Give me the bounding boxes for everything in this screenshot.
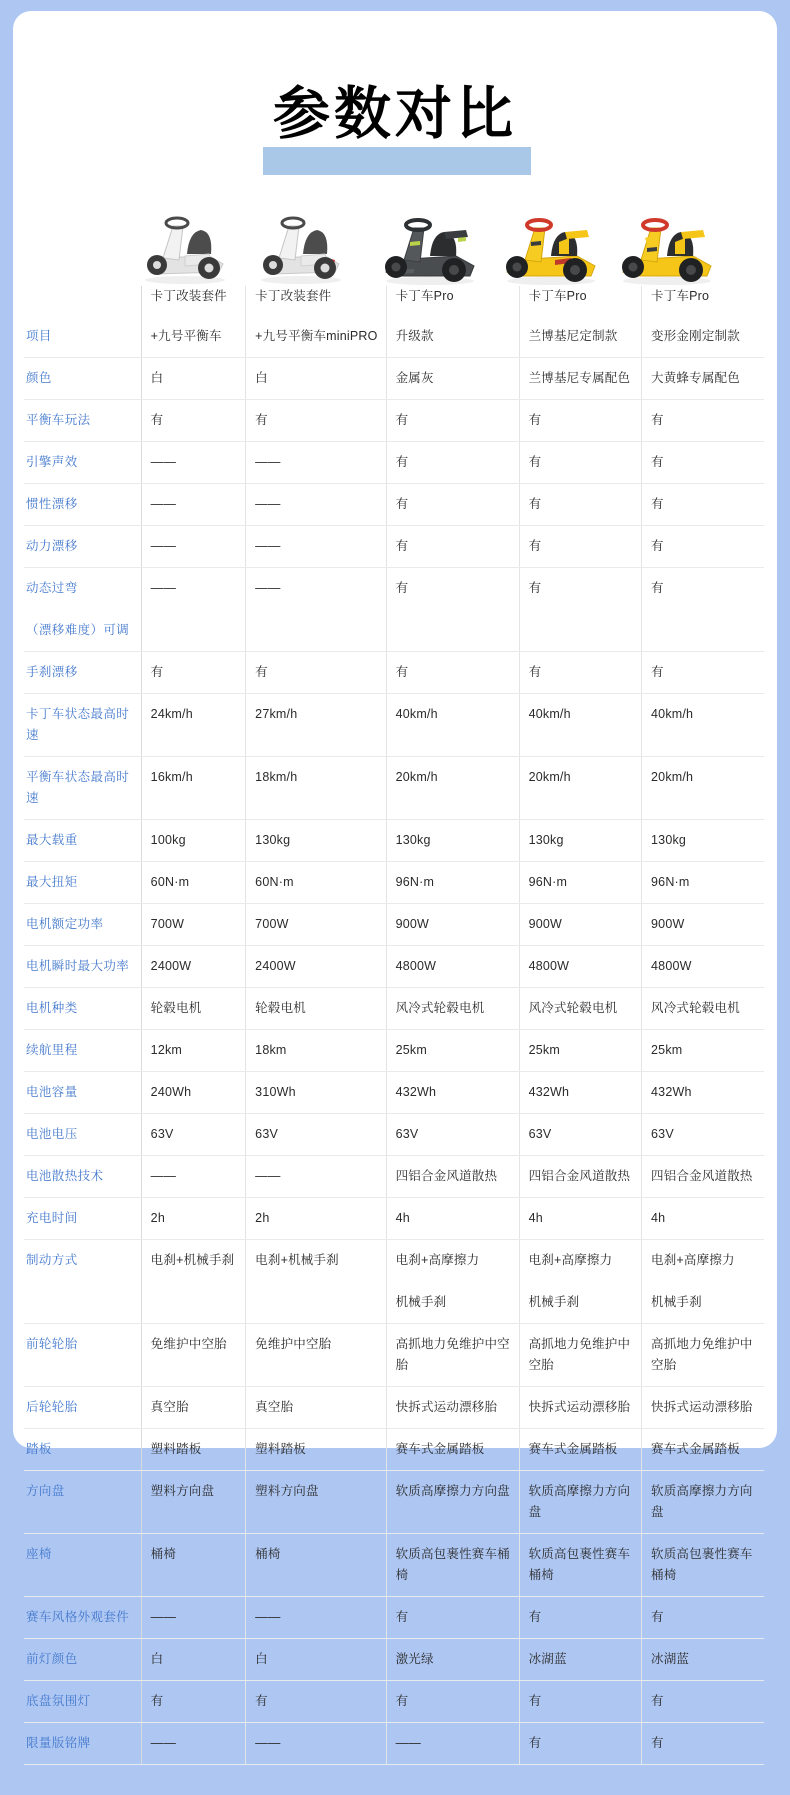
row-label: 平衡车玩法 bbox=[24, 400, 141, 442]
table-row bbox=[24, 1240, 764, 1324]
cell-pro_upgrade: 有 bbox=[386, 1597, 519, 1639]
cell-pro_transformers: 高抓地力免维护中空胎 bbox=[642, 1324, 764, 1387]
table-row bbox=[24, 1072, 764, 1114]
cell-pro_upgrade: 4h bbox=[386, 1198, 519, 1240]
cell-pro_upgrade: 96N·m bbox=[386, 862, 519, 904]
cell-kit_ninebot: 有 bbox=[141, 1681, 246, 1723]
cell-line: 电刹+机械手刹 bbox=[255, 1253, 339, 1267]
table-body bbox=[24, 358, 764, 1765]
header-line1: 卡丁车Pro bbox=[651, 289, 710, 303]
header-cell-pro-transformers bbox=[642, 286, 764, 358]
cell-kit_ninebot: 63V bbox=[141, 1114, 246, 1156]
row-label: 引擎声效 bbox=[24, 442, 141, 484]
table-row bbox=[24, 946, 764, 988]
cell-line: 电刹+机械手刹 bbox=[150, 1253, 235, 1267]
row-label: 手刹漂移 bbox=[24, 652, 141, 694]
cell-pro_transformers: 96N·m bbox=[642, 862, 764, 904]
row-label: 电池电压 bbox=[24, 1114, 141, 1156]
cell-pro_upgrade: 四铝合金风道散热 bbox=[386, 1156, 519, 1198]
header-line1: 卡丁改装套件 bbox=[255, 289, 332, 303]
cell-kit_ninebot: 2400W bbox=[141, 946, 246, 988]
cell-kit_minipro: 有 bbox=[246, 652, 386, 694]
row-label: 方向盘 bbox=[24, 1471, 141, 1534]
cell-pro_lamborghini: 有 bbox=[519, 652, 641, 694]
cell-pro_transformers: 20km/h bbox=[642, 757, 764, 820]
product-image-pro-transformers bbox=[609, 208, 725, 286]
cell-kit_minipro: 130kg bbox=[246, 820, 386, 862]
cell-pro_transformers: 有 bbox=[642, 400, 764, 442]
cell-pro_lamborghini: 63V bbox=[519, 1114, 641, 1156]
row-label: 前灯颜色 bbox=[24, 1639, 141, 1681]
cell-pro_lamborghini: 432Wh bbox=[519, 1072, 641, 1114]
table-header bbox=[24, 286, 764, 358]
cell-kit_minipro: 轮毂电机 bbox=[246, 988, 386, 1030]
cell-kit_minipro: —— bbox=[246, 1156, 386, 1198]
cell-pro_lamborghini: 4800W bbox=[519, 946, 641, 988]
product-image-pro-upgrade bbox=[367, 208, 493, 286]
cell-pro_lamborghini: 900W bbox=[519, 904, 641, 946]
cell-pro_lamborghini: 有 bbox=[519, 400, 641, 442]
cell-kit_ninebot: 12km bbox=[141, 1030, 246, 1072]
cell-line: 电刹+高摩擦力 bbox=[651, 1253, 735, 1267]
table-row bbox=[24, 1534, 764, 1597]
kart-yellow-icon bbox=[501, 208, 601, 286]
cell-kit_minipro: 310Wh bbox=[246, 1072, 386, 1114]
cell-pro_transformers: 有 bbox=[642, 1723, 764, 1765]
row-label: 最大载重 bbox=[24, 820, 141, 862]
product-image-pro-lamborghini bbox=[493, 208, 609, 286]
cell-kit_minipro: 白 bbox=[246, 1639, 386, 1681]
cell-pro_transformers: 有 bbox=[642, 442, 764, 484]
table-row bbox=[24, 442, 764, 484]
cell-pro_transformers: 有 bbox=[642, 568, 764, 652]
cell-pro_upgrade: 432Wh bbox=[386, 1072, 519, 1114]
cell-kit_ninebot: 免维护中空胎 bbox=[141, 1324, 246, 1387]
cell-pro_transformers: 有 bbox=[642, 1597, 764, 1639]
header-cell-pro-lamborghini bbox=[519, 286, 641, 358]
cell-pro_lamborghini: 风冷式轮毂电机 bbox=[519, 988, 641, 1030]
cell-pro_upgrade: 40km/h bbox=[386, 694, 519, 757]
table-row bbox=[24, 694, 764, 757]
row-label: 电池散热技术 bbox=[24, 1156, 141, 1198]
cell-pro_transformers: 风冷式轮毂电机 bbox=[642, 988, 764, 1030]
table-row bbox=[24, 568, 764, 652]
cell-kit_minipro: 18km bbox=[246, 1030, 386, 1072]
cell-pro_upgrade: 63V bbox=[386, 1114, 519, 1156]
cell-pro_upgrade: 25km bbox=[386, 1030, 519, 1072]
row-label-line2: （漂移难度）可调 bbox=[26, 623, 130, 637]
cell-pro_upgrade: 有 bbox=[386, 568, 519, 652]
row-label: 赛车风格外观套件 bbox=[24, 1597, 141, 1639]
cell-kit_minipro: 63V bbox=[246, 1114, 386, 1156]
cell-kit_minipro: 60N·m bbox=[246, 862, 386, 904]
cell-pro_lamborghini: 赛车式金属踏板 bbox=[519, 1429, 641, 1471]
cell-kit_minipro: —— bbox=[246, 484, 386, 526]
cell-pro_upgrade: 风冷式轮毂电机 bbox=[386, 988, 519, 1030]
cell-pro_upgrade: 20km/h bbox=[386, 757, 519, 820]
cell-kit_ninebot: —— bbox=[141, 1723, 246, 1765]
header-cell-kit-ninebot bbox=[141, 286, 246, 358]
kart-white-icon bbox=[255, 208, 347, 286]
cell-kit_minipro: 18km/h bbox=[246, 757, 386, 820]
cell-pro_upgrade: 软质高包裹性赛车桶椅 bbox=[386, 1534, 519, 1597]
cell-pro_transformers: 冰湖蓝 bbox=[642, 1639, 764, 1681]
cell-kit_ninebot: 白 bbox=[141, 358, 246, 400]
row-label: 充电时间 bbox=[24, 1198, 141, 1240]
header-cell-kit-minipro bbox=[246, 286, 386, 358]
cell-kit_ninebot: 240Wh bbox=[141, 1072, 246, 1114]
cell-pro_upgrade: 有 bbox=[386, 526, 519, 568]
cell-pro_upgrade: 快拆式运动漂移胎 bbox=[386, 1387, 519, 1429]
cell-kit_ninebot: —— bbox=[141, 484, 246, 526]
table-row bbox=[24, 988, 764, 1030]
cell-pro_transformers: 有 bbox=[642, 484, 764, 526]
product-image-kit-ninebot bbox=[135, 208, 234, 286]
cell-kit_minipro: —— bbox=[246, 1723, 386, 1765]
table-row bbox=[24, 1030, 764, 1072]
row-label: 底盘氛围灯 bbox=[24, 1681, 141, 1723]
cell-kit_minipro: 700W bbox=[246, 904, 386, 946]
cell-pro_lamborghini: 有 bbox=[519, 1681, 641, 1723]
cell-kit_ninebot: —— bbox=[141, 526, 246, 568]
cell-pro_transformers: 40km/h bbox=[642, 694, 764, 757]
table-row bbox=[24, 1723, 764, 1765]
row-label: 电机额定功率 bbox=[24, 904, 141, 946]
cell-pro_lamborghini: 40km/h bbox=[519, 694, 641, 757]
cell-kit_ninebot: 塑料踏板 bbox=[141, 1429, 246, 1471]
cell-pro_lamborghini: 96N·m bbox=[519, 862, 641, 904]
row-label: 电机种类 bbox=[24, 988, 141, 1030]
product-image-kit-minipro bbox=[234, 208, 367, 286]
row-label bbox=[24, 568, 141, 652]
cell-kit_ninebot: 轮毂电机 bbox=[141, 988, 246, 1030]
row-label: 踏板 bbox=[24, 1429, 141, 1471]
cell-kit_minipro: 真空胎 bbox=[246, 1387, 386, 1429]
cell-pro_lamborghini: 软质高包裹性赛车桶椅 bbox=[519, 1534, 641, 1597]
cell-pro_lamborghini: 20km/h bbox=[519, 757, 641, 820]
cell-pro_transformers: 软质高摩擦力方向盘 bbox=[642, 1471, 764, 1534]
cell-pro_upgrade: 900W bbox=[386, 904, 519, 946]
cell-pro_lamborghini bbox=[519, 1240, 641, 1324]
cell-kit_ninebot: 24km/h bbox=[141, 694, 246, 757]
cell-pro_transformers: 大黄蜂专属配色 bbox=[642, 358, 764, 400]
cell-pro_lamborghini: 兰博基尼专属配色 bbox=[519, 358, 641, 400]
cell-pro_lamborghini: 有 bbox=[519, 568, 641, 652]
table-row bbox=[24, 1597, 764, 1639]
cell-pro_transformers: 赛车式金属踏板 bbox=[642, 1429, 764, 1471]
row-label: 平衡车状态最高时速 bbox=[24, 757, 141, 820]
table-row bbox=[24, 1639, 764, 1681]
table-row bbox=[24, 1471, 764, 1534]
spec-comparison-table bbox=[24, 286, 764, 1765]
product-image-row bbox=[13, 181, 777, 286]
table-row bbox=[24, 526, 764, 568]
cell-pro_lamborghini: 有 bbox=[519, 526, 641, 568]
title-highlight-bar bbox=[263, 147, 531, 175]
row-label: 动力漂移 bbox=[24, 526, 141, 568]
cell-kit_ninebot: —— bbox=[141, 442, 246, 484]
cell-kit_minipro bbox=[246, 1240, 386, 1324]
cell-kit_ninebot: —— bbox=[141, 1156, 246, 1198]
cell-pro_transformers: 有 bbox=[642, 1681, 764, 1723]
cell-kit_minipro: —— bbox=[246, 442, 386, 484]
cell-pro_lamborghini: 软质高摩擦力方向盘 bbox=[519, 1471, 641, 1534]
header-line2: +九号平衡车miniPRO bbox=[255, 329, 378, 343]
cell-pro_lamborghini: 25km bbox=[519, 1030, 641, 1072]
row-label: 电池容量 bbox=[24, 1072, 141, 1114]
cell-pro_transformers: 有 bbox=[642, 526, 764, 568]
cell-kit_minipro: 桶椅 bbox=[246, 1534, 386, 1597]
cell-kit_ninebot: 塑料方向盘 bbox=[141, 1471, 246, 1534]
row-label: 惯性漂移 bbox=[24, 484, 141, 526]
table-row bbox=[24, 1156, 764, 1198]
cell-pro_transformers: 快拆式运动漂移胎 bbox=[642, 1387, 764, 1429]
cell-pro_lamborghini: 有 bbox=[519, 1723, 641, 1765]
cell-pro_upgrade: 高抓地力免维护中空胎 bbox=[386, 1324, 519, 1387]
table-row bbox=[24, 484, 764, 526]
cell-kit_minipro: 有 bbox=[246, 1681, 386, 1723]
cell-pro_upgrade: 有 bbox=[386, 442, 519, 484]
table-row bbox=[24, 1681, 764, 1723]
cell-kit_ninebot: 2h bbox=[141, 1198, 246, 1240]
cell-kit_minipro: 2400W bbox=[246, 946, 386, 988]
cell-kit_ninebot: —— bbox=[141, 1597, 246, 1639]
cell-pro_upgrade: 4800W bbox=[386, 946, 519, 988]
cell-kit_ninebot: 700W bbox=[141, 904, 246, 946]
kart-gray-icon bbox=[380, 208, 480, 286]
cell-kit_minipro: 塑料方向盘 bbox=[246, 1471, 386, 1534]
cell-kit_minipro: —— bbox=[246, 526, 386, 568]
cell-pro_lamborghini: 快拆式运动漂移胎 bbox=[519, 1387, 641, 1429]
cell-kit_minipro: 塑料踏板 bbox=[246, 1429, 386, 1471]
cell-pro_lamborghini: 四铝合金风道散热 bbox=[519, 1156, 641, 1198]
table-row bbox=[24, 1387, 764, 1429]
cell-kit_ninebot: 60N·m bbox=[141, 862, 246, 904]
cell-kit_ninebot bbox=[141, 1240, 246, 1324]
table-row bbox=[24, 820, 764, 862]
cell-pro_upgrade: 激光绿 bbox=[386, 1639, 519, 1681]
header-line2: 兰博基尼定制款 bbox=[528, 329, 618, 343]
cell-pro_upgrade: 软质高摩擦力方向盘 bbox=[386, 1471, 519, 1534]
table-bottom-spacer bbox=[13, 1765, 777, 1795]
cell-kit_minipro: —— bbox=[246, 568, 386, 652]
row-label: 制动方式 bbox=[24, 1240, 141, 1324]
cell-pro_transformers bbox=[642, 1240, 764, 1324]
cell-pro_upgrade: 金属灰 bbox=[386, 358, 519, 400]
cell-pro_lamborghini: 有 bbox=[519, 1597, 641, 1639]
cell-pro_transformers: 432Wh bbox=[642, 1072, 764, 1114]
cell-kit_ninebot: 桶椅 bbox=[141, 1534, 246, 1597]
cell-kit_ninebot: 真空胎 bbox=[141, 1387, 246, 1429]
cell-pro_transformers: 4800W bbox=[642, 946, 764, 988]
table-row bbox=[24, 652, 764, 694]
cell-pro_lamborghini: 4h bbox=[519, 1198, 641, 1240]
cell-pro_lamborghini: 有 bbox=[519, 484, 641, 526]
cell-kit_ninebot: —— bbox=[141, 568, 246, 652]
cell-pro_upgrade: —— bbox=[386, 1723, 519, 1765]
table-row bbox=[24, 1114, 764, 1156]
cell-kit_ninebot: 白 bbox=[141, 1639, 246, 1681]
cell-line: 机械手刹 bbox=[528, 1295, 580, 1309]
header-line1: 卡丁车Pro bbox=[395, 289, 454, 303]
cell-pro_lamborghini: 冰湖蓝 bbox=[519, 1639, 641, 1681]
cell-kit_minipro: 免维护中空胎 bbox=[246, 1324, 386, 1387]
table-row bbox=[24, 862, 764, 904]
cell-pro_transformers: 63V bbox=[642, 1114, 764, 1156]
table-row bbox=[24, 400, 764, 442]
cell-pro_upgrade: 赛车式金属踏板 bbox=[386, 1429, 519, 1471]
cell-kit_ninebot: 有 bbox=[141, 652, 246, 694]
cell-pro_upgrade: 130kg bbox=[386, 820, 519, 862]
cell-pro_lamborghini: 130kg bbox=[519, 820, 641, 862]
table-header-row bbox=[24, 286, 764, 358]
row-label: 座椅 bbox=[24, 1534, 141, 1597]
cell-kit_ninebot: 16km/h bbox=[141, 757, 246, 820]
cell-kit_minipro: 有 bbox=[246, 400, 386, 442]
cell-kit_minipro: 27km/h bbox=[246, 694, 386, 757]
cell-pro_transformers: 软质高包裹性赛车桶椅 bbox=[642, 1534, 764, 1597]
cell-pro_upgrade: 有 bbox=[386, 400, 519, 442]
row-label: 电机瞬时最大功率 bbox=[24, 946, 141, 988]
header-line1: 卡丁车Pro bbox=[528, 289, 587, 303]
cell-kit_ninebot: 100kg bbox=[141, 820, 246, 862]
cell-kit_minipro: —— bbox=[246, 1597, 386, 1639]
cell-pro_lamborghini: 高抓地力免维护中空胎 bbox=[519, 1324, 641, 1387]
cell-kit_ninebot: 有 bbox=[141, 400, 246, 442]
table-row bbox=[24, 358, 764, 400]
row-label: 颜色 bbox=[24, 358, 141, 400]
row-label: 续航里程 bbox=[24, 1030, 141, 1072]
header-cell-label bbox=[24, 286, 141, 358]
row-label: 限量版铭牌 bbox=[24, 1723, 141, 1765]
cell-pro_transformers: 25km bbox=[642, 1030, 764, 1072]
table-row bbox=[24, 1198, 764, 1240]
header-line2: 升级款 bbox=[395, 329, 434, 343]
cell-pro_transformers: 900W bbox=[642, 904, 764, 946]
cell-kit_minipro: 2h bbox=[246, 1198, 386, 1240]
cell-line: 机械手刹 bbox=[651, 1295, 702, 1309]
comparison-page-card bbox=[13, 11, 777, 1750]
row-label-line1: 动态过弯 bbox=[26, 581, 78, 595]
cell-pro_transformers: 有 bbox=[642, 652, 764, 694]
row-label: 卡丁车状态最高时速 bbox=[24, 694, 141, 757]
cell-pro_upgrade: 有 bbox=[386, 1681, 519, 1723]
table-row bbox=[24, 1429, 764, 1471]
cell-pro_upgrade: 有 bbox=[386, 484, 519, 526]
cell-pro_transformers: 130kg bbox=[642, 820, 764, 862]
cell-pro_transformers: 四铝合金风道散热 bbox=[642, 1156, 764, 1198]
header-line1: 卡丁改装套件 bbox=[150, 289, 227, 303]
cell-line: 电刹+高摩擦力 bbox=[528, 1253, 613, 1267]
kart-yellow-icon bbox=[617, 208, 717, 286]
header-line2: +九号平衡车 bbox=[150, 329, 222, 343]
cell-line: 机械手刹 bbox=[395, 1295, 447, 1309]
table-row bbox=[24, 904, 764, 946]
row-label: 后轮轮胎 bbox=[24, 1387, 141, 1429]
cell-kit_minipro: 白 bbox=[246, 358, 386, 400]
cell-pro_lamborghini: 有 bbox=[519, 442, 641, 484]
cell-pro_transformers: 4h bbox=[642, 1198, 764, 1240]
table-row bbox=[24, 757, 764, 820]
kart-white-icon bbox=[139, 208, 231, 286]
cell-pro_upgrade bbox=[386, 1240, 519, 1324]
cell-line: 电刹+高摩擦力 bbox=[395, 1253, 480, 1267]
page-title: 参数对比 bbox=[273, 82, 517, 146]
table-row bbox=[24, 1324, 764, 1387]
row-label: 前轮轮胎 bbox=[24, 1324, 141, 1387]
header-cell-pro-upgrade bbox=[386, 286, 519, 358]
cell-pro_upgrade: 有 bbox=[386, 652, 519, 694]
row-label: 最大扭矩 bbox=[24, 862, 141, 904]
title-block bbox=[13, 11, 777, 181]
header-line2: 变形金刚定制款 bbox=[651, 329, 740, 343]
header-label-line1: 项目 bbox=[26, 329, 52, 343]
